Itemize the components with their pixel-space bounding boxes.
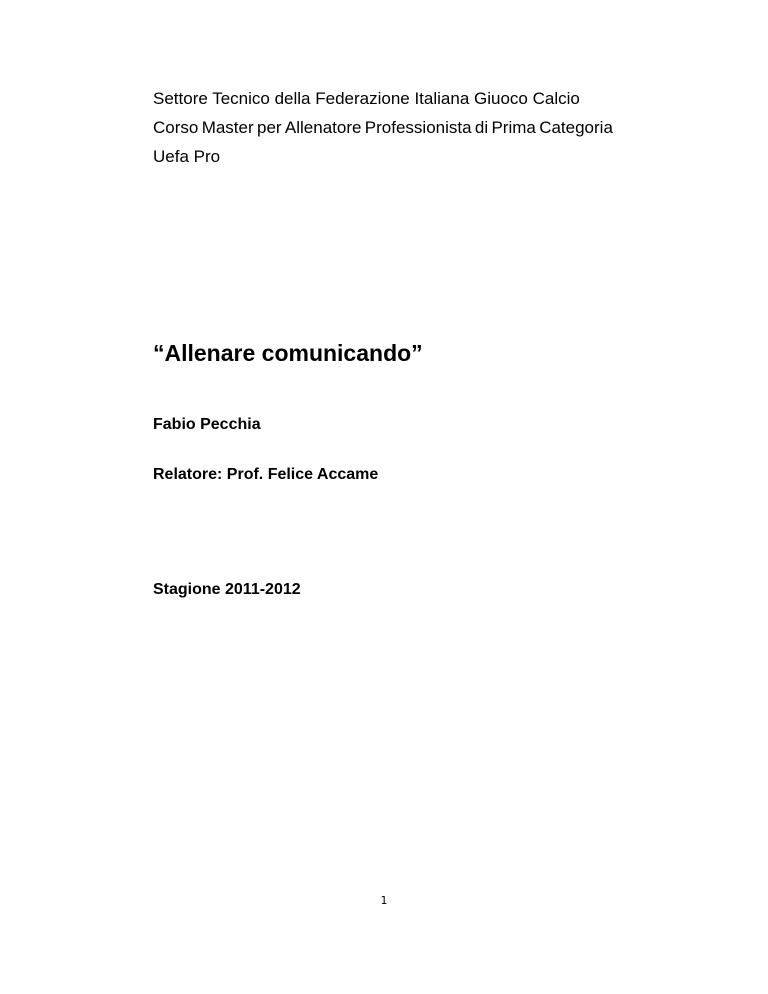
header-word: Corso <box>153 118 199 137</box>
header-word: Allenatore <box>284 118 362 137</box>
page-number: 1 <box>380 894 388 907</box>
supervisor-line: Relatore: Prof. Felice Accame <box>153 466 379 483</box>
header-line-federation: Settore Tecnico della Federazione Italiana Giuoco Calcio <box>153 89 580 108</box>
season-line: Stagione 2011-2012 <box>153 581 301 598</box>
header-word: Prima <box>491 118 536 137</box>
header-line-course <box>153 113 613 142</box>
institution-header <box>153 84 613 171</box>
header-line-uefa: Uefa Pro <box>153 147 221 166</box>
header-word: Categoria <box>539 118 613 137</box>
author-name: Fabio Pecchia <box>153 416 261 433</box>
header-word: di <box>474 118 489 137</box>
header-word: Master <box>201 118 254 137</box>
thesis-title: “Allenare comunicando” <box>153 340 423 366</box>
header-word: per <box>256 118 282 137</box>
header-word: Professionista <box>364 118 472 137</box>
